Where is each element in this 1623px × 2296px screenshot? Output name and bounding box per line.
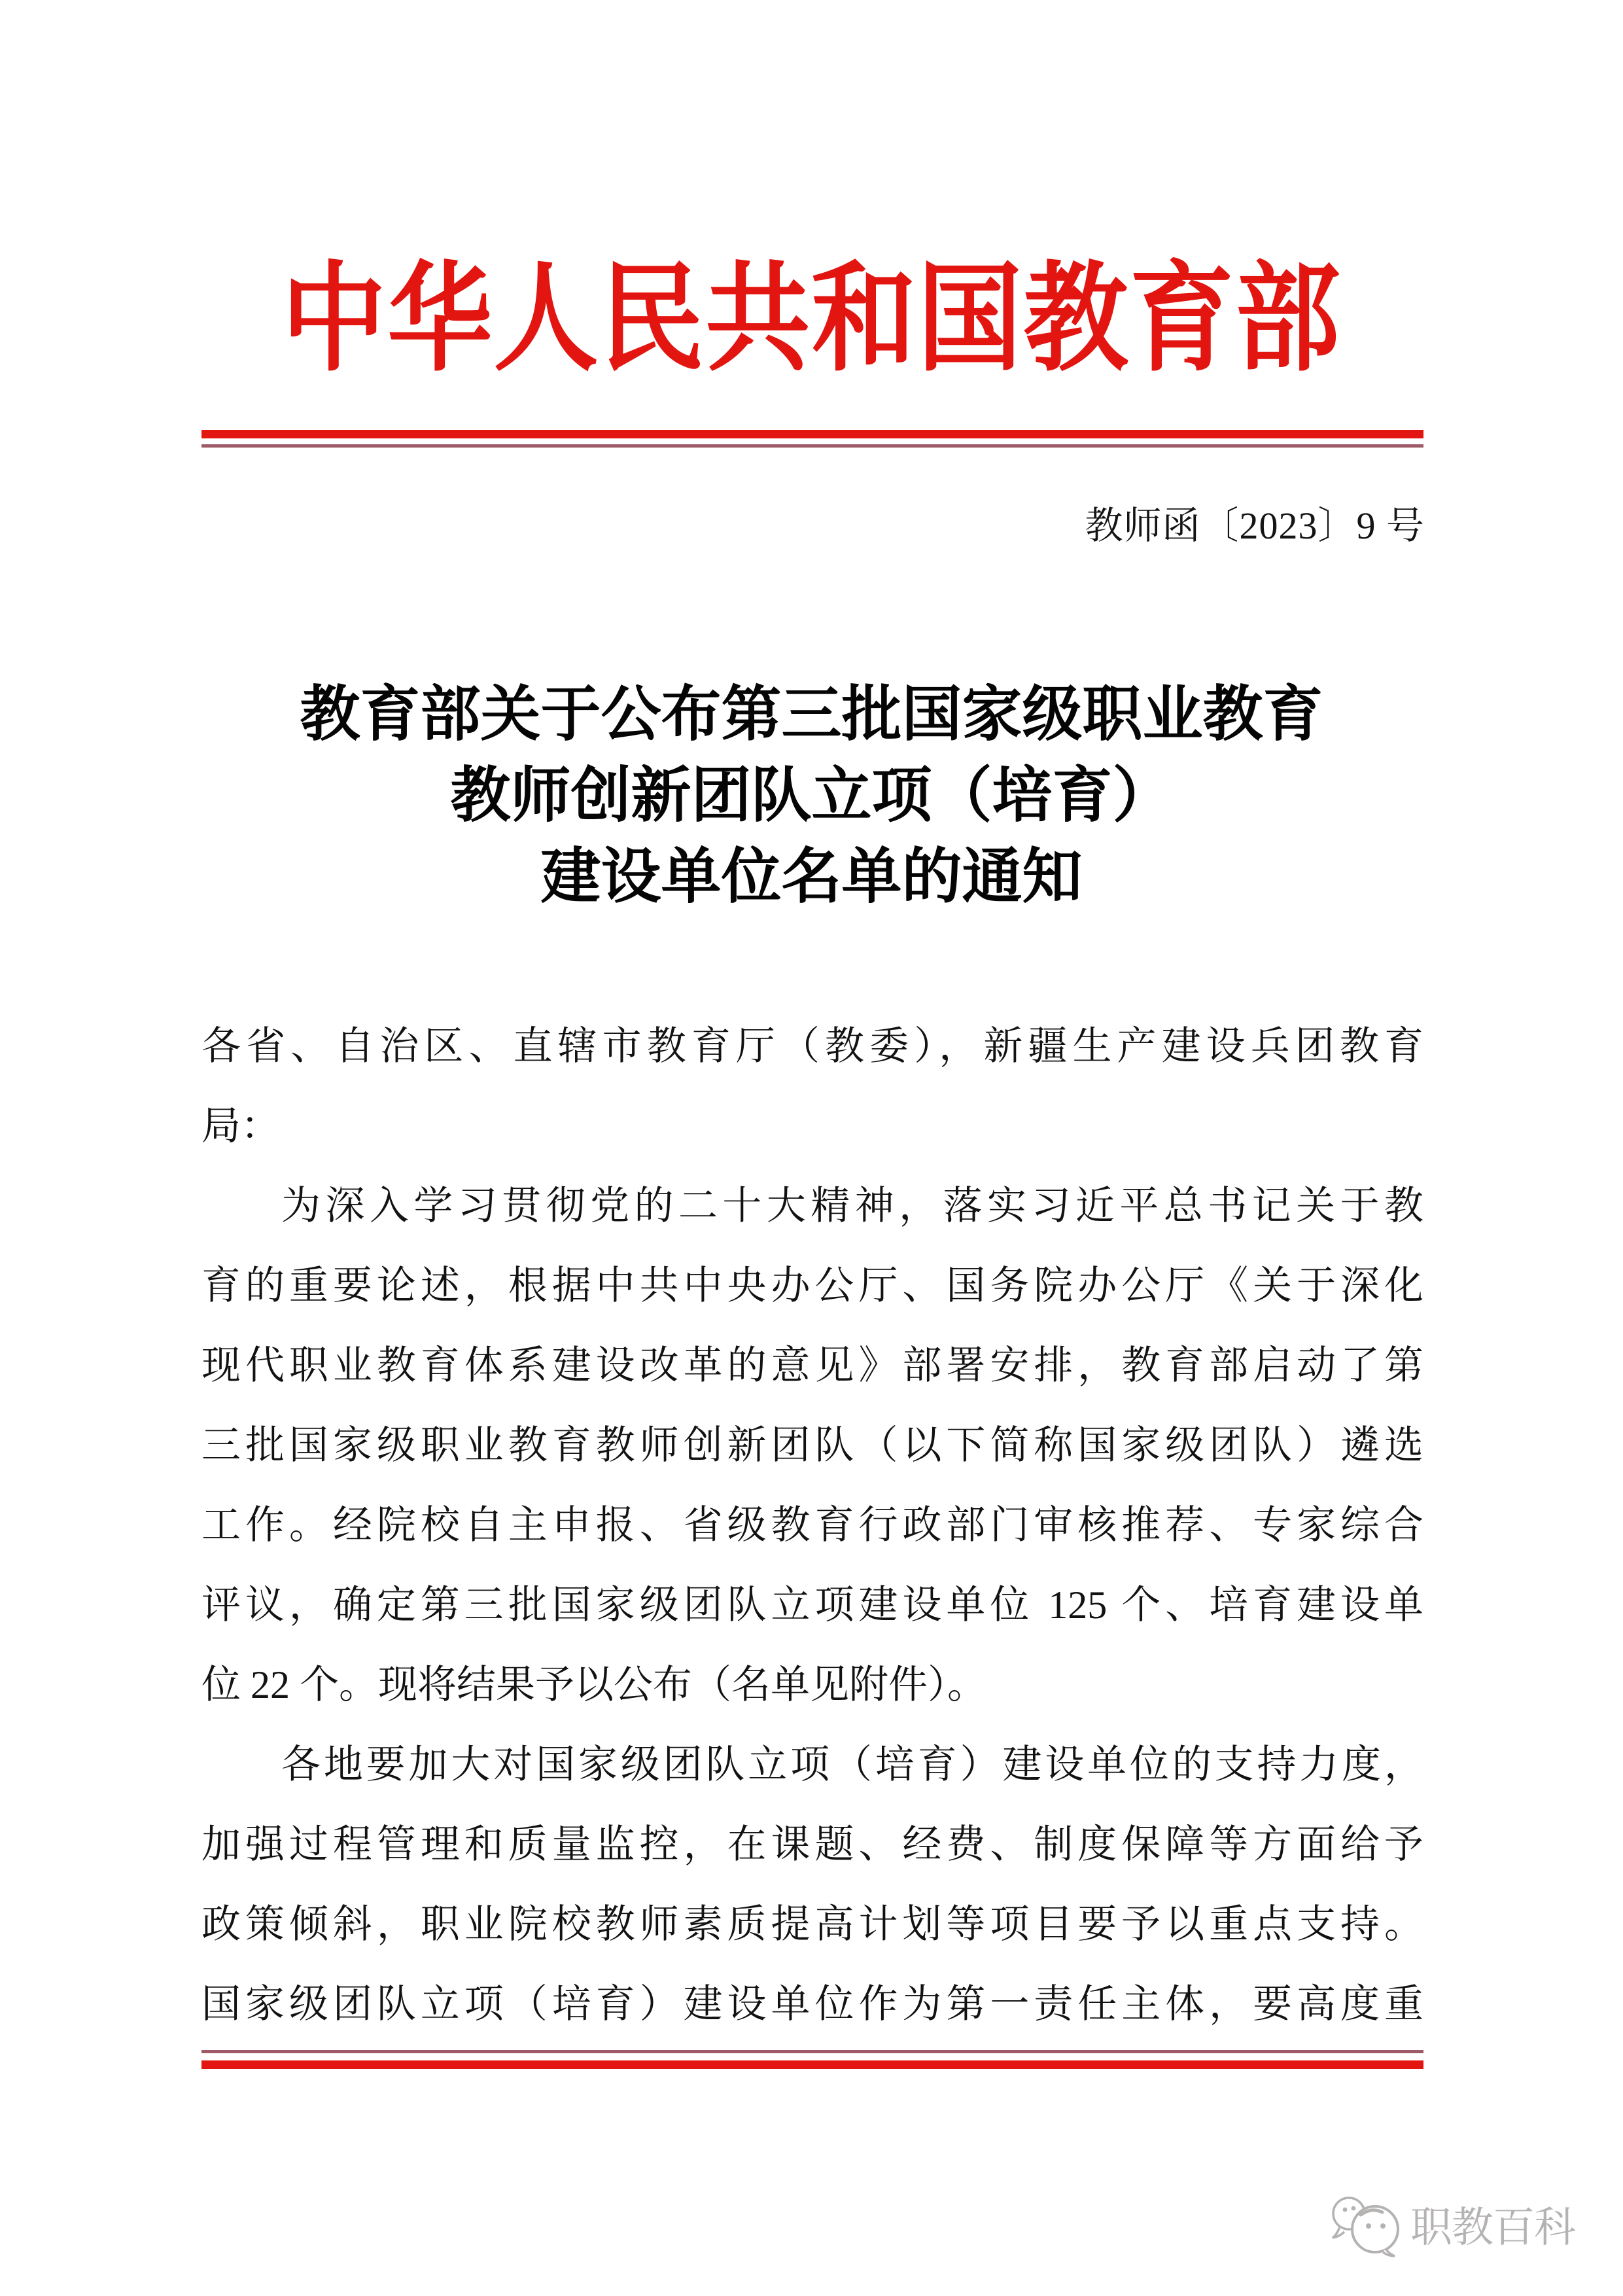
footer-rule-thin <box>201 2050 1423 2053</box>
body-line: 三批国家级职业教育教师创新团队（以下简称国家级团队）遴选 <box>201 1424 1423 1467</box>
body-line: 为深入学习贯彻党的二十大精神，落实习近平总书记关于教 <box>281 1184 1423 1227</box>
letterhead-title: 中华人民共和国教育部 <box>281 253 1342 385</box>
notice-title-line: 教师创新团队立项（培育） <box>450 762 1173 829</box>
body-line: 评议，确定第三批国家级团队立项建设单位 125 个、培育建设单 <box>201 1583 1423 1627</box>
body-line: 各省、自治区、直辖市教育厅（教委），新疆生产建设兵团教育 <box>201 1025 1423 1068</box>
notice-title-line: 建设单位名单的通知 <box>540 843 1083 910</box>
body-line: 育的重要论述，根据中共中央办公厅、国务院办公厅《关于深化 <box>201 1264 1423 1307</box>
speech-bubbles-logo-icon <box>1327 2189 1406 2259</box>
body-line: 现代职业教育体系建设改革的意见》部署安排，教育部启动了第 <box>201 1344 1423 1387</box>
body-text <box>201 1006 1423 2044</box>
watermark-label: 职教百科 <box>1410 2204 1575 2251</box>
body-line: 加强过程管理和质量监控，在课题、经费、制度保障等方面给予 <box>201 1823 1423 1866</box>
body-line: 各地要加大对国家级团队立项（培育）建设单位的支持力度， <box>281 1743 1423 1786</box>
doc-number: 教师函〔2023〕9 号 <box>1085 504 1425 547</box>
body-line: 国家级团队立项（培育）建设单位作为第一责任主体，要高度重 <box>201 1983 1423 2026</box>
watermark <box>1327 2188 1575 2260</box>
header-rule-thin <box>201 444 1423 448</box>
body-line: 局： <box>201 1104 280 1148</box>
footer-rule-thick <box>201 2060 1423 2069</box>
notice-title-line: 教育部关于公布第三批国家级职业教育 <box>300 681 1323 748</box>
body-line: 位 22 个。现将结果予以公布（名单见附件）。 <box>201 1663 986 1706</box>
notice-title <box>0 674 1623 917</box>
body-line: 工作。经院校自主申报、省级教育行政部门审核推荐、专家综合 <box>201 1504 1423 1547</box>
body-line: 政策倾斜，职业院校教师素质提高计划等项目要予以重点支持。 <box>201 1903 1423 1946</box>
header-rule-thick <box>201 430 1423 438</box>
